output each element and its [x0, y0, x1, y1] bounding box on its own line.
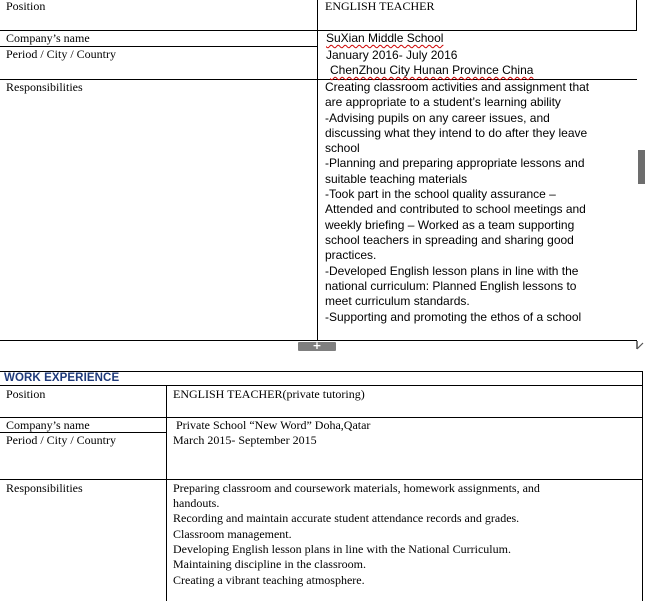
section-heading-work-experience: WORK EXPERIENCE: [4, 372, 120, 384]
label-company-name: Company’s name: [6, 418, 90, 432]
list-item: Maintaining discipline in the classroom.: [173, 557, 366, 571]
list-item: are appropriate to a student’s learning ability: [325, 95, 561, 109]
label-responsibilities: Responsibilities: [6, 80, 83, 94]
value-period: January 2016- July 2016: [326, 48, 458, 62]
label-responsibilities: Responsibilities: [6, 481, 83, 495]
table2-top-border: [0, 385, 643, 386]
list-item: Recording and maintain accurate student attendance records and grades.: [173, 511, 520, 525]
list-item: Classroom management.: [173, 527, 292, 541]
section-heading-right-border: [642, 371, 643, 386]
list-item: school teachers in spreading and sharing good: [325, 233, 574, 247]
table1-row-divider: [0, 30, 637, 31]
list-item: -Took part in the school quality assurance –: [325, 187, 556, 201]
table2-row-divider: [0, 479, 643, 480]
list-item: -Developed English lesson plans in line with the: [325, 264, 579, 278]
value-company-name: Private School “New Word” Doha,Qatar: [176, 418, 371, 432]
label-period-city-country: Period / City / Country: [6, 433, 117, 447]
list-item: weekly briefing – Worked as a team supporting: [325, 218, 575, 232]
list-item: practices.: [325, 248, 377, 262]
list-item: handouts.: [173, 496, 220, 510]
list-item: meet curriculum standards.: [325, 294, 470, 308]
value-position: ENGLISH TEACHER(private tutoring): [173, 387, 365, 401]
label-company-name: Company’s name: [6, 31, 90, 45]
value-period: March 2015- September 2015: [173, 433, 317, 447]
list-item: school: [325, 141, 360, 155]
table-resize-corner-icon[interactable]: [636, 340, 644, 350]
label-position: Position: [6, 387, 46, 401]
list-item: Creating classroom activities and assignment that: [325, 80, 590, 94]
list-item: discussing what they intend to do after they leave: [325, 126, 588, 140]
label-position: Position: [6, 0, 46, 13]
label-period-city-country: Period / City / Country: [6, 47, 117, 61]
list-item: national curriculum: Planned English lessons to: [325, 279, 577, 293]
list-item: Preparing classroom and coursework materials, homework assignments, and: [173, 481, 540, 495]
add-row-handle[interactable]: [298, 339, 336, 352]
list-item: Creating a vibrant teaching atmosphere.: [173, 573, 365, 587]
list-item: Attended and contributed to school meetings and: [325, 202, 586, 216]
plus-icon: +: [312, 339, 322, 352]
list-item: Developing English lesson plans in line with the National Curriculum.: [173, 542, 511, 556]
list-item: -Planning and preparing appropriate lessons and: [325, 156, 585, 170]
list-item: -Supporting and promoting the ethos of a school: [325, 310, 582, 324]
value-city-country: ChenZhou City Hunan Province China: [330, 63, 534, 77]
value-position: ENGLISH TEACHER: [325, 0, 435, 13]
table1-right-border: [636, 0, 637, 30]
value-company-name: SuXian Middle School: [326, 31, 444, 45]
table1-column-divider: [317, 0, 318, 340]
list-item: -Advising pupils on any career issues, and: [325, 111, 550, 125]
scrollbar-thumb[interactable]: [638, 150, 645, 184]
list-item: suitable teaching materials: [325, 172, 468, 186]
